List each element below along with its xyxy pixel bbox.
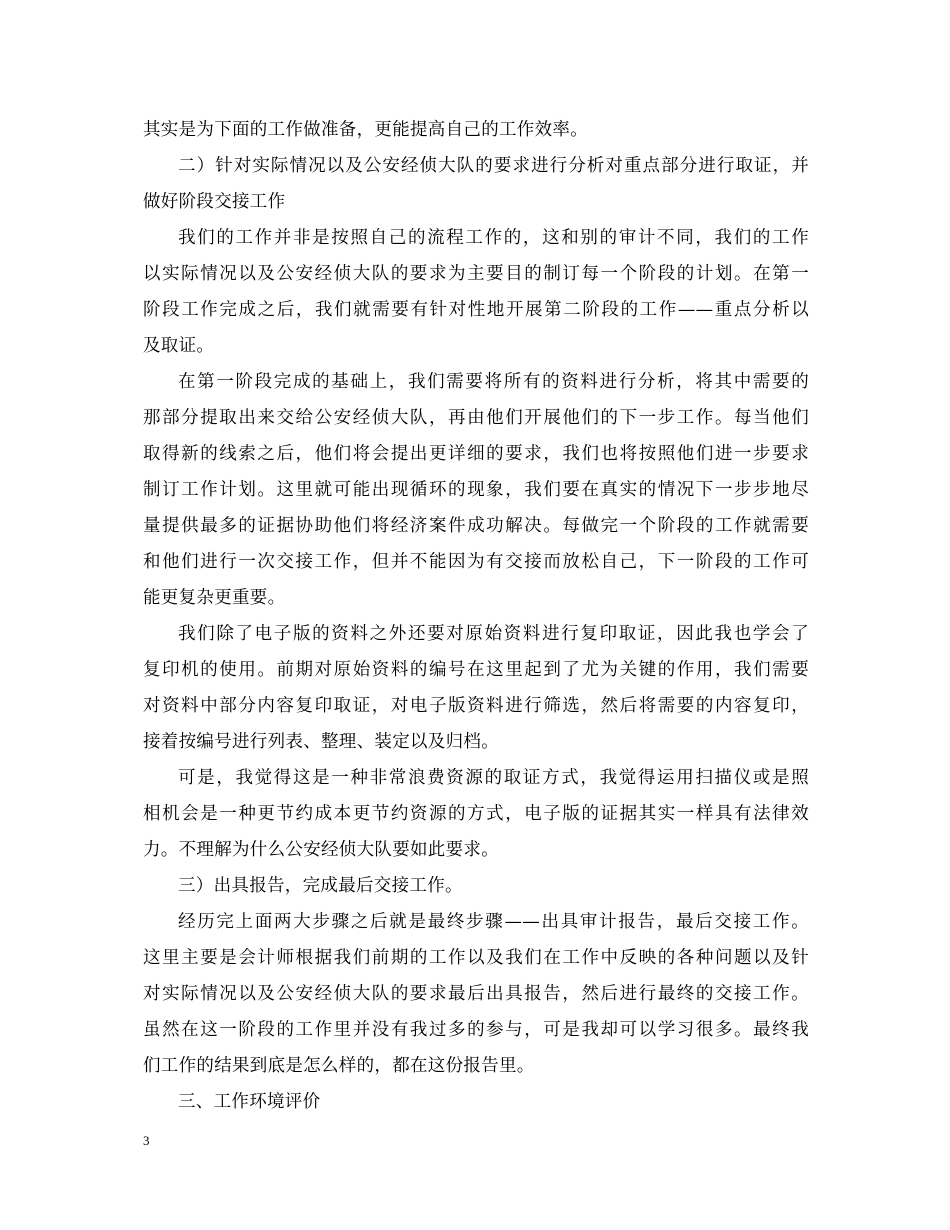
text-line: 复印机的使用。前期对原始资料的编号在这里起到了尤为关键的作用，我们需要 xyxy=(143,660,809,680)
text-line: 制订工作计划。这里就可能出现循环的现象，我们要在真实的情况下一步步地尽 xyxy=(143,480,809,500)
text-line: 阶段工作完成之后，我们就需要有针对性地开展第二阶段的工作——重点分析以 xyxy=(143,300,809,320)
text-line: 那部分提取出来交给公安经侦大队，再由他们开展他们的下一步工作。每当他们 xyxy=(143,408,809,428)
text-line: 以实际情况以及公安经侦大队的要求为主要目的制订每一个阶段的计划。在第一 xyxy=(143,264,809,284)
section-heading-line: 做好阶段交接工作 xyxy=(143,192,286,212)
text-line: 对实际情况以及公安经侦大队的要求最后出具报告，然后进行最终的交接工作。 xyxy=(143,984,809,1004)
text-line: 经历完上面两大步骤之后就是最终步骤——出具审计报告，最后交接工作。 xyxy=(178,912,809,932)
text-line: 其实是为下面的工作做准备，更能提高自己的工作效率。 xyxy=(143,120,588,140)
section-heading-line: 二）针对实际情况以及公安经侦大队的要求进行分析对重点部分进行取证，并 xyxy=(178,156,809,176)
text-line: 相机会是一种更节约成本更节约资源的方式，电子版的证据其实一样具有法律效 xyxy=(143,804,809,824)
text-line: 在第一阶段完成的基础上，我们需要将所有的资料进行分析，将其中需要的 xyxy=(178,372,809,392)
text-line: 们工作的结果到底是怎么样的，都在这份报告里。 xyxy=(143,1056,535,1076)
text-line: 对资料中部分内容复印取证，对电子版资料进行筛选，然后将需要的内容复印， xyxy=(143,696,809,716)
text-line: 我们的工作并非是按照自己的流程工作的，这和别的审计不同，我们的工作 xyxy=(178,228,809,248)
text-line: 和他们进行一次交接工作，但并不能因为有交接而放松自己，下一阶段的工作可 xyxy=(143,552,809,572)
section-heading-line: 三、工作环境评价 xyxy=(178,1092,321,1112)
text-line: 我们除了电子版的资料之外还要对原始资料进行复印取证，因此我也学会了 xyxy=(178,624,809,644)
text-line: 接着按编号进行列表、整理、装定以及归档。 xyxy=(143,732,499,752)
text-line: 力。不理解为什么公安经侦大队要如此要求。 xyxy=(143,840,499,860)
text-line: 这里主要是会计师根据我们前期的工作以及我们在工作中反映的各种问题以及针 xyxy=(143,948,809,968)
text-line: 取得新的线索之后，他们将会提出更详细的要求，我们也将按照他们进一步要求 xyxy=(143,444,809,464)
text-line: 及取证。 xyxy=(143,336,215,356)
page-number: 3 xyxy=(143,1133,150,1148)
text-line: 能更复杂更重要。 xyxy=(143,588,286,608)
text-line: 可是，我觉得这是一种非常浪费资源的取证方式，我觉得运用扫描仪或是照 xyxy=(178,768,809,788)
section-heading-line: 三）出具报告，完成最后交接工作。 xyxy=(178,876,463,896)
text-line: 量提供最多的证据协助他们将经济案件成功解决。每做完一个阶段的工作就需要 xyxy=(143,516,809,536)
text-line: 虽然在这一阶段的工作里并没有我过多的参与，可是我却可以学习很多。最终我 xyxy=(143,1020,809,1040)
